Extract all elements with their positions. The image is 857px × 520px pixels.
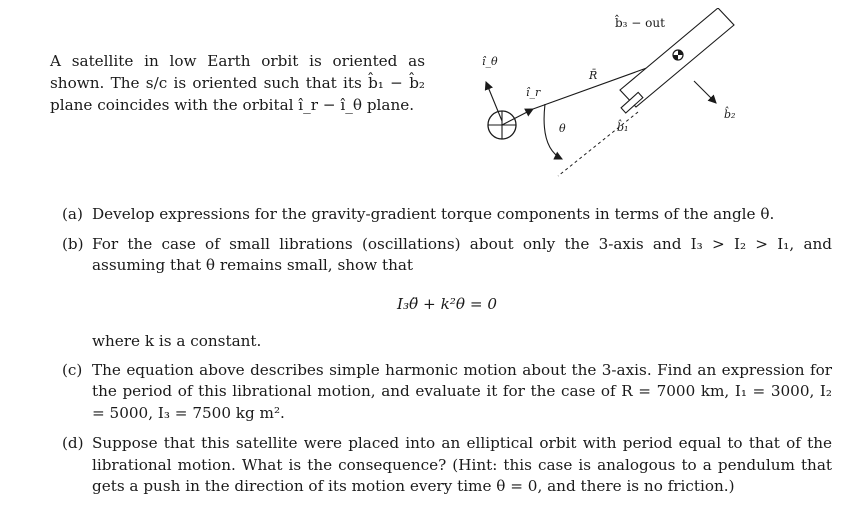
part-b-text: For the case of small librations (oscillations) about only the 3-axis and I₃ > I₂ > I₁, and assuming that θ remains small, show that bbox=[92, 234, 832, 274]
where-text: where k is a constant. bbox=[92, 332, 262, 350]
i-r-label: î_r bbox=[526, 86, 541, 99]
satellite-diagram-svg bbox=[462, 8, 752, 193]
part-b-label: (b) bbox=[62, 234, 84, 253]
part-a-label: (a) bbox=[62, 205, 83, 223]
part-c-text: The equation above describes simple harmonic motion about the 3-axis. Find an expression for the period of this librational motion, and evaluate it for the case of R = 7000 km, I₁ = 3000, I₂ = 5000, I₃ = 7500 kg m². bbox=[92, 360, 832, 422]
part-c-label: (c) bbox=[62, 360, 83, 379]
i-theta-arrow bbox=[486, 82, 502, 121]
part-b bbox=[62, 234, 832, 277]
theta-label: θ bbox=[559, 122, 566, 135]
part-a bbox=[62, 204, 832, 226]
center-of-mass-icon bbox=[673, 50, 683, 60]
b3-label: b̂₃ − out bbox=[615, 16, 665, 30]
b2-arrow bbox=[694, 81, 716, 103]
problem-parts bbox=[62, 204, 832, 498]
b2-label: b̂₂ bbox=[724, 108, 736, 121]
i-theta-label: î_θ bbox=[482, 55, 498, 68]
libration-equation: I₃θ̈ + k²θ = 0 bbox=[396, 294, 498, 313]
part-d bbox=[62, 433, 832, 498]
b1-label: b̂₁ bbox=[617, 121, 629, 134]
satellite-diagram bbox=[462, 8, 752, 193]
part-d-label: (d) bbox=[62, 434, 84, 452]
part-d-text: Suppose that this satellite were placed into an elliptical orbit with period equal to that of the librational motion. What is the consequence? (Hint: this case is analogous to a pendulum that gets a push in the direction of its motion every time θ = 0, and there is no friction.) bbox=[92, 434, 832, 495]
problem-intro: A satellite in low Earth orbit is oriented as shown. The s/c is oriented such that its b̂₁ − b̂₂ plane coincides with the orbital î_r − î_θ plane. bbox=[50, 52, 425, 114]
r-vector-label: R̄ bbox=[589, 69, 598, 82]
part-a-text: Develop expressions for the gravity-gradient torque components in terms of the angle θ. bbox=[92, 205, 775, 223]
part-c bbox=[62, 360, 832, 425]
